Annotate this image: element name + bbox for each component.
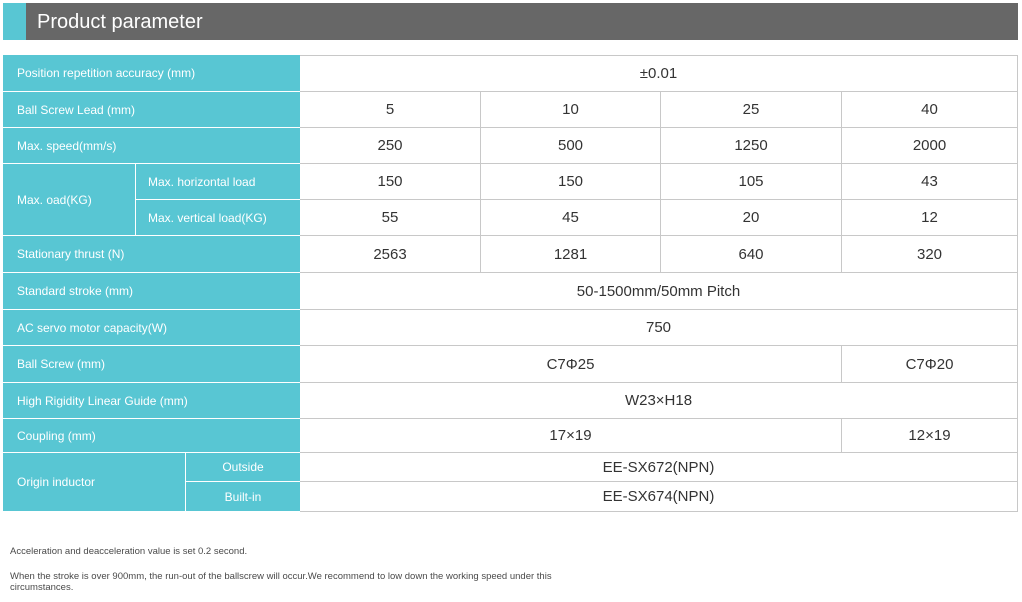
row-label-speed: Max. speed(mm/s): [3, 128, 300, 164]
page-title: Product parameter: [37, 11, 203, 33]
footnote-acceleration: Acceleration and deacceleration value is set 0.2 second.: [10, 546, 248, 557]
row-label-lead: Ball Screw Lead (mm): [3, 92, 300, 128]
value-hload-3: 105: [661, 164, 842, 200]
value-motor: 750: [300, 310, 1018, 346]
row-label-load: Max. oad(KG): [3, 164, 135, 236]
row-label-motor: AC servo motor capacity(W): [3, 310, 300, 346]
row-label-guide: High Rigidity Linear Guide (mm): [3, 383, 300, 419]
value-origin-builtin: EE-SX674(NPN): [300, 482, 1018, 512]
value-thrust-2: 1281: [481, 236, 661, 273]
row-label-stroke: Standard stroke (mm): [3, 273, 300, 310]
value-speed-4: 2000: [842, 128, 1018, 164]
value-coupling-a: 17×19: [300, 419, 842, 453]
value-speed-3: 1250: [661, 128, 842, 164]
value-accuracy: ±0.01: [300, 55, 1018, 92]
value-speed-2: 500: [481, 128, 661, 164]
value-thrust-1: 2563: [300, 236, 481, 273]
value-lead-4: 40: [842, 92, 1018, 128]
value-thrust-3: 640: [661, 236, 842, 273]
row-label-origin: Origin inductor: [3, 453, 185, 512]
value-lead-1: 5: [300, 92, 481, 128]
value-vload-1: 55: [300, 200, 481, 236]
value-coupling-b: 12×19: [842, 419, 1018, 453]
footnote-runout: When the stroke is over 900mm, the run-out of the ballscrew will occur.We recommend to low down the working speed under this circumstances.: [10, 571, 552, 593]
value-lead-2: 10: [481, 92, 661, 128]
section-header: [3, 3, 1018, 40]
value-vload-4: 12: [842, 200, 1018, 236]
value-stroke: 50-1500mm/50mm Pitch: [300, 273, 1018, 310]
row-label-coupling: Coupling (mm): [3, 419, 300, 453]
value-vload-2: 45: [481, 200, 661, 236]
value-vload-3: 20: [661, 200, 842, 236]
value-speed-1: 250: [300, 128, 481, 164]
row-label-accuracy: Position repetition accuracy (mm): [3, 55, 300, 92]
value-hload-1: 150: [300, 164, 481, 200]
value-ballscrew-b: C7Φ20: [842, 346, 1018, 383]
value-guide: W23×H18: [300, 383, 1018, 419]
value-origin-outside: EE-SX672(NPN): [300, 453, 1018, 482]
value-ballscrew-a: C7Φ25: [300, 346, 842, 383]
value-hload-2: 150: [481, 164, 661, 200]
row-label-vertical-load: Max. vertical load(KG): [135, 200, 300, 236]
header-accent-bar: [3, 3, 26, 40]
row-label-outside: Outside: [185, 453, 300, 482]
value-lead-3: 25: [661, 92, 842, 128]
row-label-thrust: Stationary thrust (N): [3, 236, 300, 273]
row-label-ballscrew: Ball Screw (mm): [3, 346, 300, 383]
value-thrust-4: 320: [842, 236, 1018, 273]
value-hload-4: 43: [842, 164, 1018, 200]
row-label-horizontal-load: Max. horizontal load: [135, 164, 300, 200]
row-label-builtin: Built-in: [185, 482, 300, 512]
